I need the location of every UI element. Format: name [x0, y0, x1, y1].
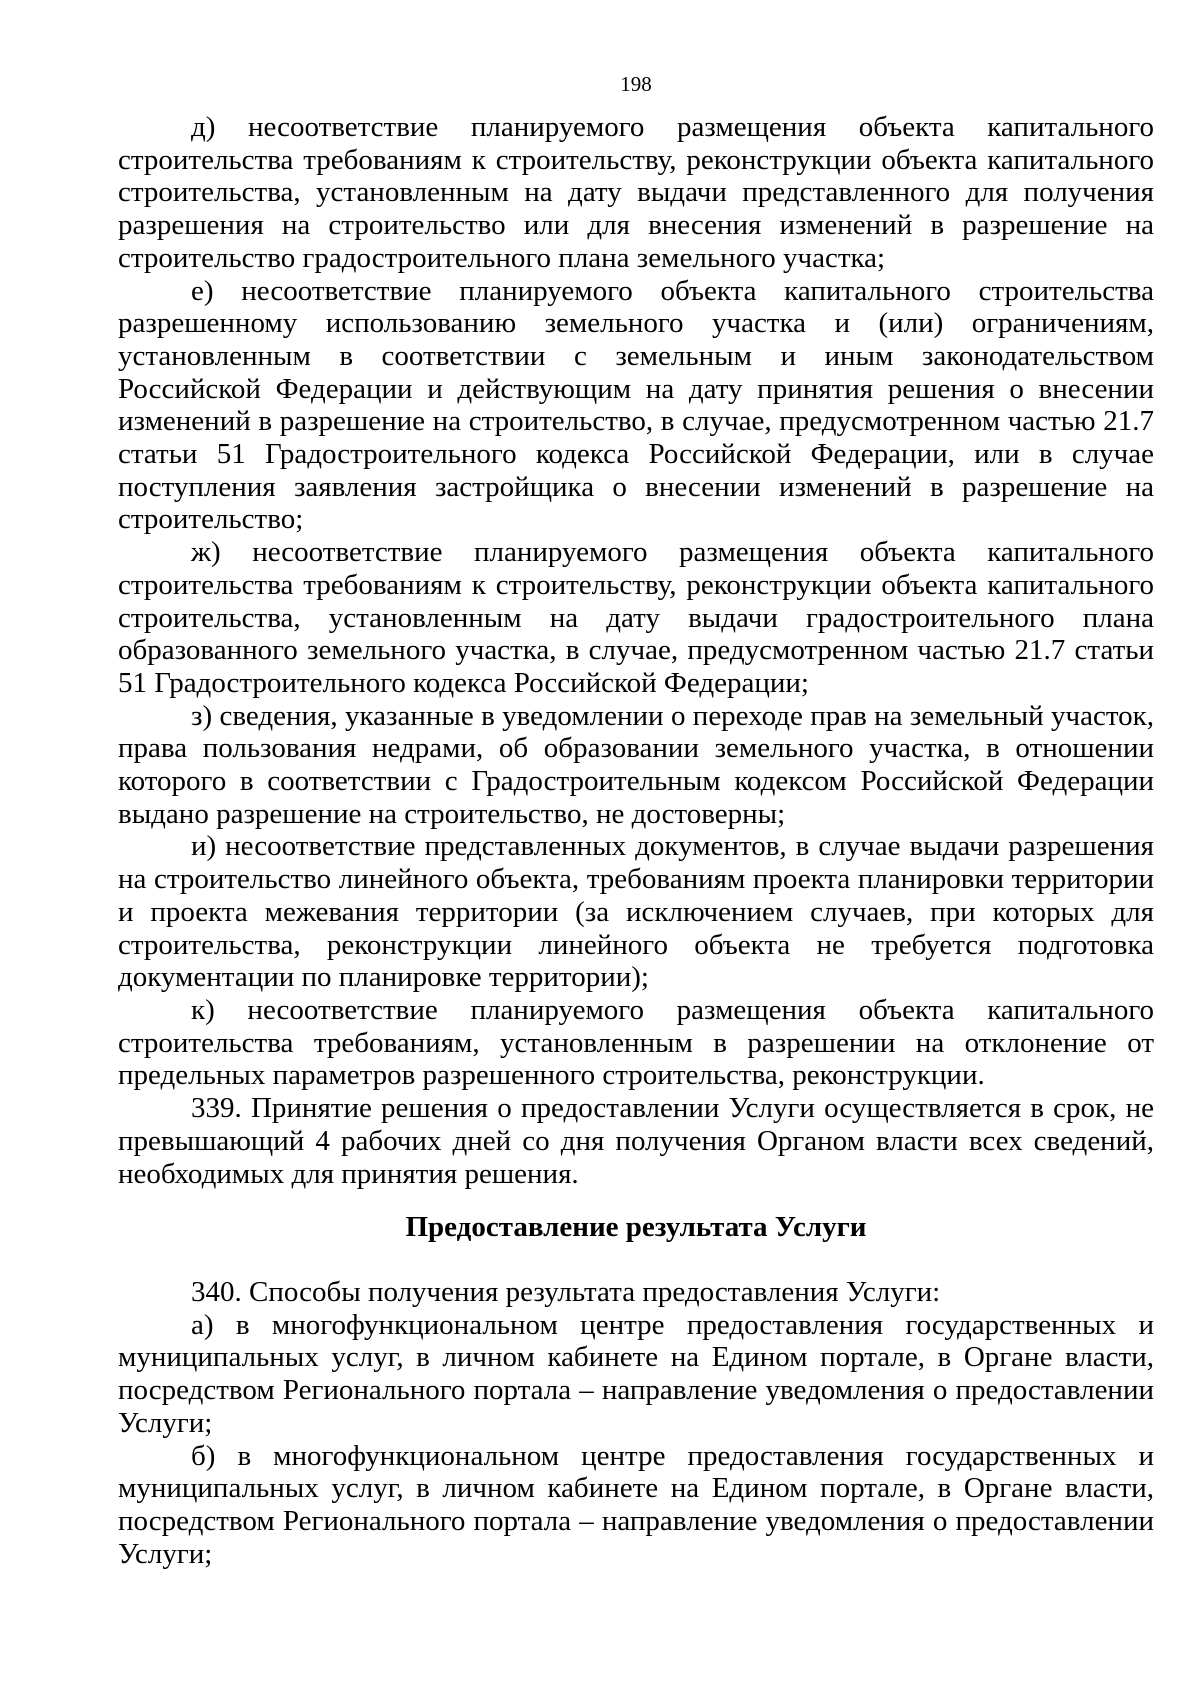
section-heading: Предоставление результата Услуги	[405, 1211, 867, 1243]
paragraph-a: а) в многофункциональном центре предоставления государственных и муниципальных услуг, в личном кабинете на Едином портале, в Органе власти, посредством Регионального портала – направление уведомления о предоставлении Услуги;	[118, 1308, 1154, 1439]
paragraph-i: и) несоответствие представленных документов, в случае выдачи разрешения на строительство линейного объекта, требованиям проекта планировки территории и проекта межевания территории (за исключением случаев, при которых для строительства, реконструкции линейного объекта не требуется подготовка документации по планировке территории);	[118, 830, 1154, 994]
paragraph-b: б) в многофункциональном центре предоставления государственных и муниципальных услуг, в личном кабинете на Едином портале, в Органе власти, посредством Регионального портала – направление уведомления о предоставлении Услуги;	[118, 1439, 1154, 1570]
page-number: 198	[620, 72, 652, 96]
paragraph-k: к) несоответствие планируемого размещения объекта капитального строительства требованиям, установленным в разрешении на отклонение от предельных параметров разрешенного строительства, реконструкции.	[118, 993, 1154, 1092]
paragraph-d: д) несоответствие планируемого размещения объекта капитального строительства требованиям к строительству, реконструкции объекта капитального строительства, установленным на дату выдачи представленного для получения разрешения на строительство или для внесения изменений в разрешение на строительство градостроительного плана земельного участка;	[118, 111, 1154, 274]
paragraph-z: з) сведения, указанные в уведомлении о переходе прав на земельный участок, права пользования недрами, об образовании земельного участка, в отношении которого в соответствии с Градостроительным кодексом Российской Федерации выдано разрешение на строительство, не достоверны;	[118, 699, 1154, 830]
text-section-1	[118, 111, 1154, 1190]
paragraph-340: 340. Способы получения результата предоставления Услуги:	[191, 1276, 941, 1308]
paragraph-zh: ж) несоответствие планируемого размещения объекта капитального строительства требованиям к строительству, реконструкции объекта капитального строительства, установленным на дату выдачи градостроительного плана образованного земельного участка, в случае, предусмотренном частью 21.7 статьи 51 Градостроительного кодекса Российской Федерации;	[118, 536, 1154, 699]
paragraph-339: 339. Принятие решения о предоставлении Услуги осуществляется в срок, не превышающий 4 рабочих дней со дня получения Органом власти всех сведений, необходимых для принятия решения.	[118, 1092, 1154, 1190]
paragraph-e: е) несоответствие планируемого объекта капитального строительства разрешенному использованию земельного участка и (или) ограничениям, установленным в соответствии с земельным и иным законодательством Российской Федерации и действующим на дату принятия решения о внесении изменений в разрешение на строительство, в случае, предусмотренном частью 21.7 статьи 51 Градостроительного кодекса Российской Федерации, или в случае поступления заявления застройщика о внесении изменений в разрешение на строительство;	[118, 274, 1154, 536]
text-section-2	[118, 1276, 1154, 1570]
